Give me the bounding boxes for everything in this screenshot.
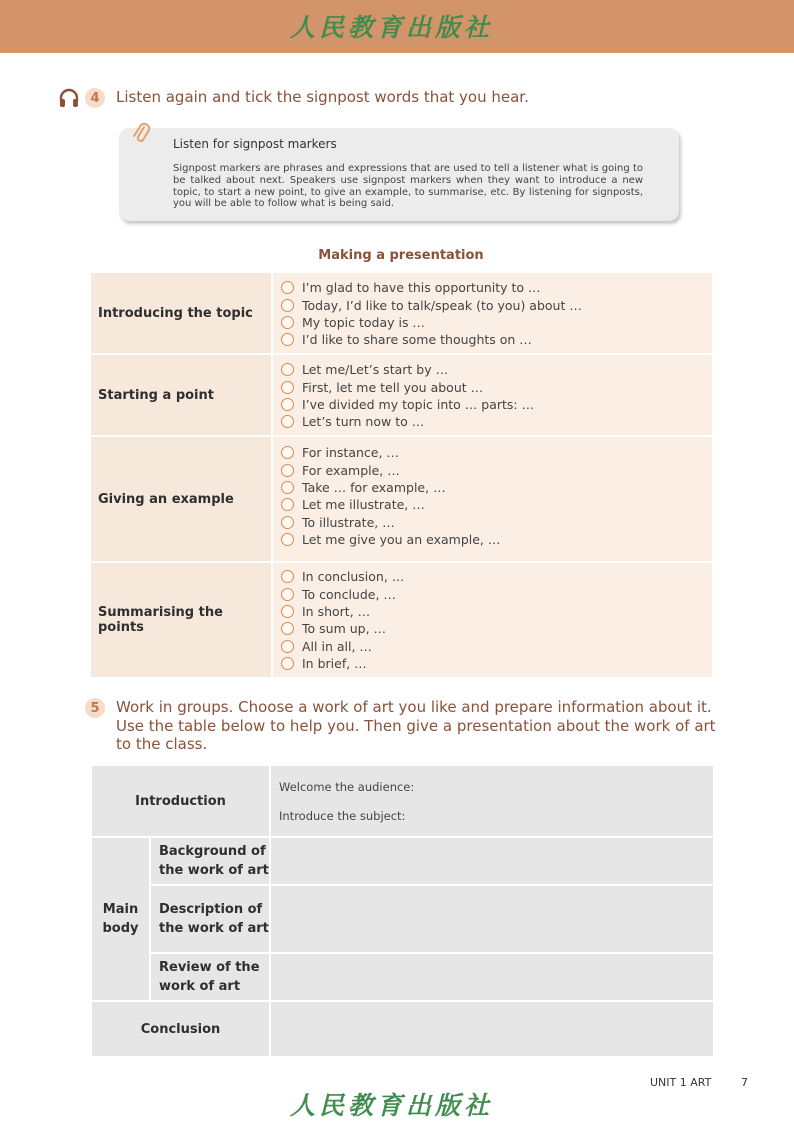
review-input-cell[interactable] [271, 954, 713, 1000]
description-input-cell[interactable] [271, 886, 713, 952]
list-item[interactable]: Today, I’d like to talk/speak (to you) about … [281, 296, 712, 313]
background-input-cell[interactable] [271, 838, 713, 884]
description-label: Description of the work of art [151, 886, 269, 952]
exercise-5-heading [85, 698, 735, 754]
row-label: Introducing the topic [91, 273, 271, 353]
list-item[interactable]: Let me/Let’s start by … [281, 361, 712, 378]
list-item[interactable]: Let me give you an example, … [281, 531, 712, 548]
list-item[interactable]: I’ve divided my topic into … parts: … [281, 396, 712, 413]
tick-circle-icon[interactable] [281, 415, 294, 428]
background-label: Background of the work of art [151, 838, 269, 884]
tick-circle-icon[interactable] [281, 481, 294, 494]
tick-circle-icon[interactable] [281, 657, 294, 670]
introduction-cell[interactable] [271, 766, 713, 836]
tick-circle-icon[interactable] [281, 446, 294, 459]
welcome-field-label: Welcome the audience: [279, 780, 415, 794]
list-item[interactable]: To conclude, … [281, 585, 712, 602]
tick-circle-icon[interactable] [281, 498, 294, 511]
exercise-4-heading [85, 88, 529, 108]
list-item[interactable]: For example, … [281, 461, 712, 478]
list-item[interactable]: Take … for example, … [281, 479, 712, 496]
page-number: 7 [741, 1076, 748, 1089]
tick-circle-icon[interactable] [281, 533, 294, 546]
table-row [91, 355, 712, 435]
presentation-plan-table [92, 766, 713, 1056]
tick-circle-icon[interactable] [281, 398, 294, 411]
list-item[interactable]: I’m glad to have this opportunity to … [281, 279, 712, 296]
review-label: Review of the work of art [151, 954, 269, 1000]
tick-circle-icon[interactable] [281, 570, 294, 583]
tick-circle-icon[interactable] [281, 622, 294, 635]
table-row [91, 273, 712, 353]
tick-circle-icon[interactable] [281, 363, 294, 376]
exercise-instruction: Listen again and tick the signpost words that you hear. [116, 88, 529, 106]
footer-unit: UNIT 1 ART [650, 1076, 712, 1089]
list-item[interactable]: For instance, … [281, 444, 712, 461]
row-items [273, 563, 712, 677]
tick-circle-icon[interactable] [281, 316, 294, 329]
introduce-field-label: Introduce the subject: [279, 809, 406, 823]
tick-circle-icon[interactable] [281, 640, 294, 653]
publisher-logo: 人民教育出版社 [290, 13, 494, 42]
list-item[interactable]: My topic today is … [281, 314, 712, 331]
table-row [91, 563, 712, 677]
main-body-label: Main body [92, 838, 149, 1000]
list-item[interactable]: To illustrate, … [281, 514, 712, 531]
list-item[interactable]: Let’s turn now to … [281, 413, 712, 430]
tip-body: Signpost markers are phrases and expressions that are used to tell a listener what is going to be talked about next. Speakers use signpost markers when they want to introduce a new topic, to start a new point, to give an example, to summarise, etc. By listening for signposts, you will be able to follow what is being said. [173, 163, 643, 210]
exercise-number: 4 [85, 88, 105, 108]
exercise-number: 5 [85, 698, 105, 718]
list-item[interactable]: First, let me tell you about … [281, 378, 712, 395]
introduction-label: Introduction [92, 766, 269, 836]
list-item[interactable]: In short, … [281, 603, 712, 620]
table-row [91, 437, 712, 561]
list-item[interactable]: In conclusion, … [281, 568, 712, 585]
tick-circle-icon[interactable] [281, 333, 294, 346]
tick-circle-icon[interactable] [281, 281, 294, 294]
tip-title: Listen for signpost markers [173, 137, 337, 151]
conclusion-input-cell[interactable] [271, 1002, 713, 1056]
row-items [273, 437, 712, 561]
tick-circle-icon[interactable] [281, 588, 294, 601]
row-label: Starting a point [91, 355, 271, 435]
headphones-icon [58, 87, 80, 109]
tick-circle-icon[interactable] [281, 381, 294, 394]
tick-circle-icon[interactable] [281, 605, 294, 618]
tick-circle-icon[interactable] [281, 299, 294, 312]
table-title: Making a presentation [318, 248, 484, 263]
row-items [273, 355, 712, 435]
list-item[interactable]: In brief, … [281, 655, 712, 672]
list-item[interactable]: Let me illustrate, … [281, 496, 712, 513]
list-item[interactable]: All in all, … [281, 638, 712, 655]
tick-circle-icon[interactable] [281, 516, 294, 529]
list-item[interactable]: I’d like to share some thoughts on … [281, 331, 712, 348]
row-label: Summarising the points [91, 563, 271, 677]
exercise-instruction: Work in groups. Choose a work of art you like and prepare information about it. Use the table below to help you. Then give a presentation about the work of art to the class. [116, 698, 716, 753]
tick-circle-icon[interactable] [281, 464, 294, 477]
paperclip-icon [130, 122, 152, 146]
row-label: Giving an example [91, 437, 271, 561]
row-items [273, 273, 712, 353]
conclusion-label: Conclusion [92, 1002, 269, 1056]
list-item[interactable]: To sum up, … [281, 620, 712, 637]
publisher-logo: 人民教育出版社 [290, 1091, 494, 1120]
